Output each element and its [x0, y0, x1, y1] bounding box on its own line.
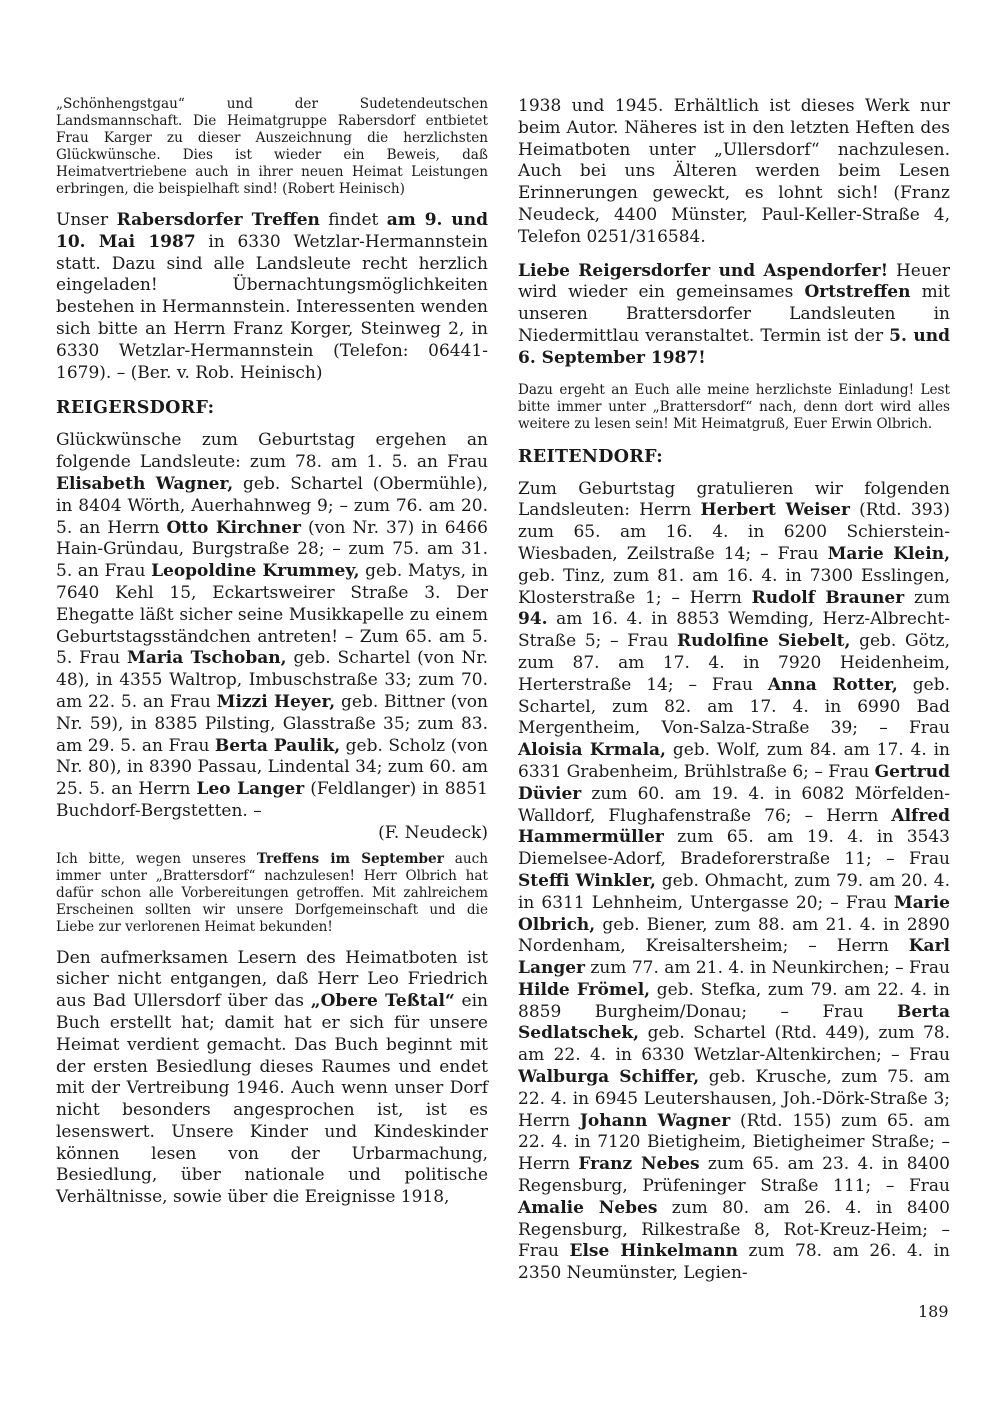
text-run: geb. Schartel (Rtd. 449), zum 78. am 22. 4. in 6330 Wetzlar-Altenkirchen; – Frau	[518, 1023, 950, 1066]
paragraph	[518, 96, 950, 249]
bold-text: Walburga Schiffer,	[518, 1067, 700, 1088]
bold-text: Rudolfine Siebelt,	[676, 631, 851, 652]
text-run: geb. Scholz (von Nr. 80), in 8390 Passau, Lindental 34; zum 60. am 25. 5. an Herrn	[56, 735, 488, 800]
bold-text: Treffens im September	[256, 850, 444, 867]
bold-text: „Obere Teßtal“	[310, 991, 455, 1012]
text-run: in 6330 Wetzlar-Hermannstein statt. Dazu sind alle Landsleute recht herzlich eingeladen! Übernachtungsmöglichkeiten bestehen in Hermannstein. Interessenten wenden sich bitte an Herrn Franz Korger, Steinweg 2, in 6330 Wetzlar-Hermannstein (Telefon: 06441-1679). – (Ber. v. Rob. Heinisch)	[56, 231, 488, 383]
bold-text: Otto Kirchner	[166, 517, 301, 538]
text-run: zum 80. am 26. 4. in 8400 Regensburg, Rilkestraße 8, Rot-Kreuz-Heim; – Frau	[518, 1197, 950, 1262]
text-run: zum 65. am 19. 4. in 3543 Diemelsee-Adorf, Bradeforerstraße 11; – Frau	[518, 827, 950, 870]
bold-text: Marie Olbrich,	[518, 892, 950, 935]
bold-text: Else Hinkelmann	[569, 1241, 738, 1262]
bold-text: Gertrud Düvier	[518, 761, 950, 804]
bold-text: Maria Tschoban,	[127, 648, 287, 669]
text-run: REITENDORF:	[518, 446, 663, 467]
paragraph	[56, 851, 488, 936]
bold-text: Steffi Winkler,	[518, 870, 656, 891]
bold-text: am 9. und 10. Mai 1987	[56, 210, 488, 252]
text-run: 1938 und 1945. Erhältlich ist dieses Werk nur beim Autor. Näheres ist in den letzten Heften des Heimatboten unter „Ullersdorf“ nachzulesen. Auch bei uns Älteren werden beim Lesen Erinnerungen geweckt, es lohnt sich! (Franz Neudeck, 4400 Münster, Paul-Keller-Straße 4, Telefon 0251/316584.	[518, 96, 950, 247]
text-run: geb. Wolf, zum 84. am 17. 4. in 6331 Grabenheim, Brühlstraße 6; – Frau	[518, 740, 950, 782]
text-run: findet	[319, 210, 387, 230]
text-run: geb. Götz, zum 87. am 17. 4. in 7920 Heidenheim, Herterstraße 14; – Frau	[518, 631, 951, 695]
text-run: zum 78. am 26. 4. in 2350 Neumünster, Legien-	[518, 1241, 950, 1284]
text-run: geb. Bittner (von Nr. 59), in 8385 Pilsting, Glasstraße 35; zum 83. am 29. 5. an Frau	[56, 691, 488, 756]
paragraph	[56, 210, 488, 384]
text-run: mit unseren Brattersdorfer Landsleuten in Niedermittlau veranstaltet. Termin ist der	[518, 282, 951, 346]
text-run: geb. Schartel (von Nr. 48), in 4355 Waltrop, Imbuschstraße 33; zum 70. am 22. 5. an Frau	[56, 648, 488, 712]
text-run: Zum Geburtstag gratulieren wir folgenden Landsleuten: Herrn	[518, 478, 950, 521]
bold-text: Herbert Weiser	[700, 500, 850, 521]
text-run: geb. Tinz, zum 81. am 16. 4. in 7300 Esslingen, Klosterstraße 1; – Herrn	[518, 565, 950, 608]
paragraph	[518, 261, 950, 370]
bold-text: 94.	[518, 609, 548, 630]
bold-text: Elisabeth Wagner,	[56, 473, 234, 494]
paragraph	[56, 96, 488, 198]
right-column	[518, 96, 950, 1297]
text-run: zum	[904, 587, 950, 608]
bold-text: Franz Nebes	[578, 1154, 700, 1175]
text-run: Dazu ergeht an Euch alle meine herzlichste Einladung! Lest bitte immer unter „Brattersdorf“ nach, denn dort wird alles weitere zu lesen sein! Mit Heimatgruß, Euer Erwin Olbrich.	[518, 381, 950, 432]
text-run: geb. Stefka, zum 79. am 22. 4. in 8859 Burgheim/Donau; – Frau	[518, 979, 950, 1022]
paragraph	[56, 948, 488, 1210]
paragraph	[518, 382, 950, 433]
paragraph	[56, 430, 488, 822]
text-run: zum 65. am 23. 4. in 8400 Regensburg, Prüfeninger Straße 111; – Frau	[518, 1154, 950, 1197]
page-number: 189	[918, 1302, 949, 1321]
section-heading	[56, 398, 488, 418]
text-run: REIGERSDORF:	[56, 398, 215, 419]
text-run: Heuer wird wieder ein gemeinsames	[518, 260, 950, 303]
section-heading	[518, 447, 950, 467]
text-run: Glückwünsche zum Geburtstag ergehen an folgende Landsleute: zum 78. am 1. 5. an Frau	[56, 430, 488, 473]
text-run: zum 77. am 21. 4. in Neunkirchen; – Frau	[585, 958, 951, 979]
text-run: geb. Biener, zum 88. am 21. 4. in 2890 Nordenham, Kreisaltersheim; – Herrn	[518, 914, 950, 957]
bold-text: Hilde Frömel,	[518, 979, 651, 1000]
left-column	[56, 96, 488, 1221]
text-run: geb. Krusche, zum 75. am 22. 4. in 6945 Leutershausen, Joh.-Dörk-Straße 3; Herrn	[518, 1067, 950, 1131]
bold-text: Karl Langer	[518, 936, 950, 979]
bold-text: Amalie Nebes	[518, 1197, 658, 1218]
text-run: Den aufmerksamen Lesern des Heimatboten ist sicher nicht entgangen, daß Herr Leo Friedrich aus Bad Ullersdorf über das	[56, 947, 488, 1012]
bold-text: Marie Klein,	[827, 543, 950, 564]
text-run: (Rtd. 155) zum 65. am 22. 4. in 7120 Bietigheim, Bietigheimer Straße; – Herrn	[518, 1110, 951, 1175]
bold-text: Leo Langer	[196, 779, 305, 800]
text-run: ein Buch erstellt hat; damit hat er sich für unsere Heimat verdient gemacht. Das Buch beginnt mit der ersten Besiedlung dieses Raumes und endet mit der Vertreibung 1946. Auch wenn unser Dorf nicht besonders angesprochen ist, ist es lesenswert. Unsere Kinder und Kindeskinder können lesen von der Urbarmachung, Besiedlung, über nationale und politische Verhältnisse, sowie über die Ereignisse 1918,	[56, 991, 488, 1208]
text-run: zum 60. am 19. 4. in 6082 Mörfelden-Walldorf, Flughafenstraße 76; – Herrn	[518, 783, 950, 826]
bold-text: Anna Rotter,	[767, 674, 898, 695]
text-run: Ich bitte, wegen unseres	[56, 850, 257, 867]
text-run: „Schönhengstgau“ und der Sudetendeutschen Landsmannschaft. Die Heimatgruppe Rabersdorf entbietet Frau Karger zu dieser Auszeichnung die herzlichsten Glückwünsche. Dies ist wieder ein Beweis, daß Heimatvertriebene auch in ihrer neuen Heimat Leistungen erbringen, die beispielhaft sind! (Robert Heinisch)	[56, 96, 488, 197]
bold-text: Ortstreffen	[804, 282, 911, 303]
text-run: am 16. 4. in 8853 Wemding, Herz-Albrecht-Straße 5; – Frau	[518, 609, 950, 652]
text-run: geb. Matys, in 7640 Kehl 15, Eckartsweirer Straße 3. Der Ehegatte läßt sicher seine Musikkapelle zu einem Geburtstagsständchen antreten! – Zum 65. am 5. 5. Frau	[56, 561, 488, 669]
text-run: auch immer unter „Brattersdorf“ nachzulesen! Herr Olbrich hat dafür schon alle Vorbereitungen getroffen. Mit zahlreichem Erscheinen sollten wir unsere Dorfgemeinschaft und die Liebe zur verlorenen Heimat bekunden!	[56, 850, 488, 935]
bold-text: Liebe Reigersdorfer und Aspendorfer!	[518, 260, 889, 281]
paragraph	[56, 823, 488, 845]
text-run: (Feldlanger) in 8851 Buchdorf-Bergstetten. –	[56, 779, 488, 821]
text-run: geb. Schartel (Obermühle), in 8404 Wörth, Auerhahnweg 9; – zum 76. am 20. 5. an Herrn	[56, 473, 489, 538]
bold-text: Berta Sedlatschek,	[518, 1001, 950, 1044]
bold-text: Leopoldine Krummey,	[151, 561, 360, 582]
text-run: Unser	[56, 210, 117, 230]
bold-text: Rabersdorfer Treffen	[116, 210, 320, 230]
bold-text: Berta Paulik,	[214, 735, 341, 756]
text-run: (F. Neudeck)	[378, 822, 488, 843]
bold-text: Rudolf Brauner	[751, 587, 905, 608]
bold-text: 5. und 6. September 1987!	[518, 325, 950, 368]
bold-text: Alfred Hammermüller	[518, 805, 950, 848]
text-run: (Rtd. 393) zum 65. am 16. 4. in 6200 Schierstein-Wiesbaden, Zeilstraße 14; – Frau	[518, 500, 951, 564]
paragraph	[518, 479, 950, 1285]
text-run: geb. Schartel, zum 82. am 17. 4. in 6990 Bad Mergentheim, Von-Salza-Straße 39; – Frau	[518, 674, 950, 739]
text-run: (von Nr. 37) in 6466 Hain-Gründau, Burgstraße 28; – zum 75. am 31. 5. an Frau	[56, 517, 488, 582]
bold-text: Mizzi Heyer,	[216, 691, 336, 712]
bold-text: Johann Wagner	[579, 1110, 731, 1131]
bold-text: Aloisia Krmala,	[518, 740, 666, 761]
text-run: geb. Ohmacht, zum 79. am 20. 4. in 6311 Lehnheim, Untergasse 20; – Frau	[518, 870, 950, 913]
